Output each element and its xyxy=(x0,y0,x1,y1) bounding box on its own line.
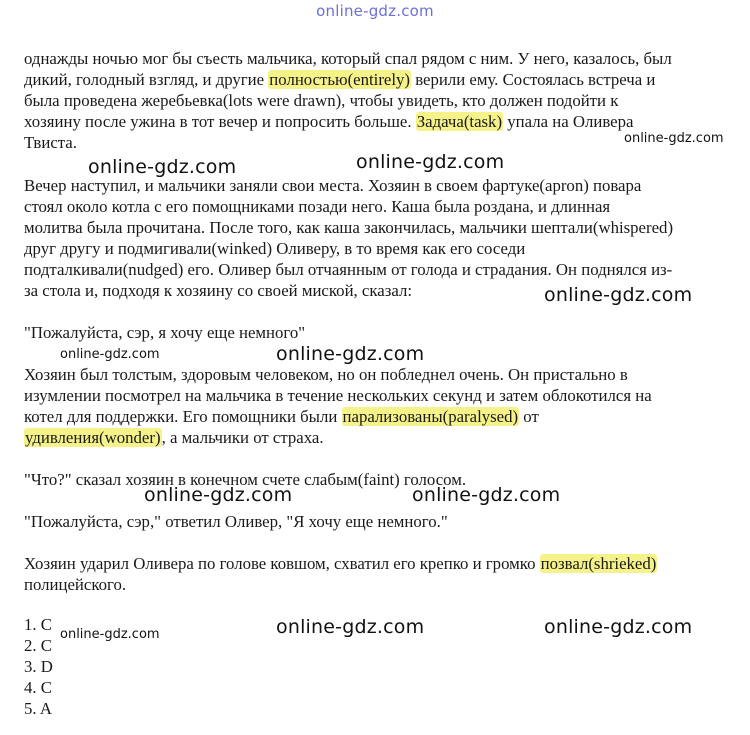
quote3: "Пожалуйста, сэр," ответил Оливер, "Я хочу еще немного." xyxy=(24,512,448,531)
watermark: online-gdz.com xyxy=(276,616,425,638)
paragraph3-line2: изумлении посмотрел на мальчика в течение нескольких секунд и затем облокотился на xyxy=(24,386,652,405)
paragraph3-line3 xyxy=(24,406,539,427)
highlighted-term: полностью(entirely) xyxy=(269,70,411,89)
highlighted-term: Задача(task) xyxy=(416,112,503,131)
answer-item: 1. C xyxy=(24,615,52,634)
text-span: верили ему. Состоялась встреча и xyxy=(411,70,656,89)
text-span: котел для поддержки. Его помощники были xyxy=(24,407,342,426)
watermark: online-gdz.com xyxy=(60,347,160,362)
quote2: "Что?" сказал хозяин в конечном счете слабым(faint) голосом. xyxy=(24,470,467,489)
answer-item: 5. A xyxy=(24,699,52,718)
watermark: online-gdz.com xyxy=(356,151,505,173)
watermark: online-gdz.com xyxy=(624,131,724,146)
watermark: online-gdz.com xyxy=(88,156,237,178)
text-span: упала на Оливера xyxy=(503,112,634,131)
watermark: online-gdz.com xyxy=(544,616,693,638)
site-header[interactable]: online-gdz.com xyxy=(316,2,434,20)
paragraph2-line5: подталкивали(nudged) его. Оливер был отчаянным от голода и страдания. Он поднялся из- xyxy=(24,260,673,279)
quote1: "Пожалуйста, сэр, я хочу еще немного" xyxy=(24,323,306,342)
paragraph2-line3: молитва была прочитана. После того, как каша закончилась, мальчики шептали(whispered) xyxy=(24,218,674,237)
paragraph3-line4 xyxy=(24,427,324,448)
paragraph1-line5: Твиста. xyxy=(24,133,77,152)
paragraph1-line1: однажды ночью мог бы съесть мальчика, который спал рядом с ним. У него, казалось, был xyxy=(24,49,672,68)
watermark: online-gdz.com xyxy=(144,484,293,506)
paragraph1-line3: была проведена жеребьевка(lots were drawn), чтобы увидеть, кто должен подойти к xyxy=(24,91,619,110)
text-span: , а мальчики от страха. xyxy=(161,428,324,447)
paragraph2-line1: Вечер наступил, и мальчики заняли свои места. Хозяин в своем фартуке(apron) повара xyxy=(24,176,642,195)
highlighted-term: позвал(shrieked) xyxy=(540,554,657,573)
watermark: online-gdz.com xyxy=(276,343,425,365)
watermark: online-gdz.com xyxy=(60,627,160,642)
paragraph2-line4: друг другу и подмигивали(winked) Оливеру, в то время как его соседи xyxy=(24,239,526,258)
watermark: online-gdz.com xyxy=(412,484,561,506)
paragraph4-line2: полицейского. xyxy=(24,575,127,594)
watermark: online-gdz.com xyxy=(544,284,693,306)
text-span: дикий, голодный взгляд, и другие xyxy=(24,70,269,89)
highlighted-term: парализованы(paralysed) xyxy=(342,407,519,426)
paragraph2-line6: за стола и, подходя к хозяину со своей миской, сказал: xyxy=(24,281,412,300)
paragraph1-line2 xyxy=(24,69,655,90)
paragraph3-line1: Хозяин был толстым, здоровым человеком, но он побледнел очень. Он пристально в xyxy=(24,365,628,384)
text-span: хозяину после ужина в тот вечер и попросить больше. xyxy=(24,112,416,131)
text-span: Хозяин ударил Оливера по голове ковшом, схватил его крепко и громко xyxy=(24,554,540,573)
paragraph2-line2: стоял около котла с его помощниками позади него. Каша была роздана, и длинная xyxy=(24,197,611,216)
paragraph4-line1 xyxy=(24,553,657,574)
answer-item: 3. D xyxy=(24,657,53,676)
answer-item: 4. C xyxy=(24,678,52,697)
paragraph1-line4 xyxy=(24,111,633,132)
highlighted-term: удивления(wonder) xyxy=(25,428,161,447)
text-span: от xyxy=(519,407,539,426)
answer-item: 2. C xyxy=(24,636,52,655)
